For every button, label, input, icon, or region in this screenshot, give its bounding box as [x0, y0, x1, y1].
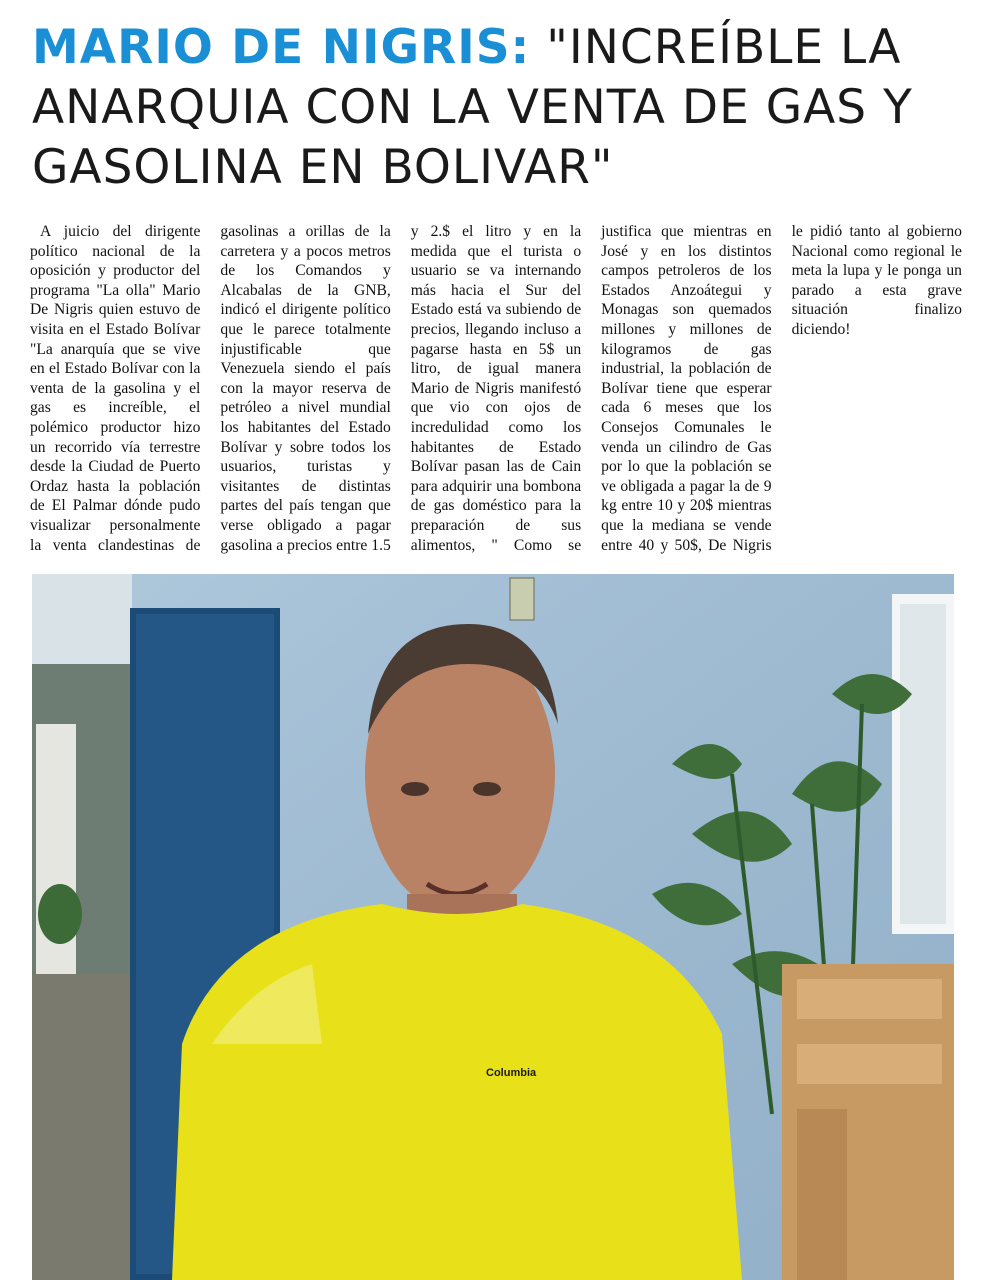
photo-illustration	[32, 574, 954, 1280]
headline	[32, 18, 962, 198]
shirt-logo: Columbia	[486, 1067, 537, 1079]
chair-slat-mid	[797, 1044, 942, 1084]
yellow-shirt	[172, 904, 742, 1280]
article-photo	[32, 574, 954, 1280]
man-eye-right	[473, 782, 501, 796]
sky	[32, 574, 132, 664]
chair-slat-top	[797, 979, 942, 1019]
article-body	[30, 222, 962, 568]
ground	[32, 974, 132, 1280]
man-eye-left	[401, 782, 429, 796]
chair-leg	[797, 1109, 847, 1280]
left-leaf	[38, 884, 82, 944]
light-switch	[510, 578, 534, 620]
headline-quote: "INCREÍBLE LA ANARQUIA CON LA VENTA DE GAS Y GASOLINA EN BOLIVAR"	[32, 20, 913, 195]
window-glass	[900, 604, 946, 924]
article-paragraph: A juicio del dirigente político nacional de la oposición y productor del programa "La olla" Mario De Nigris quien estuvo de visita en el Estado Bolívar "La anarquía que se vive en el Estado Bolívar con la venta de la gasolina y el gas es increíble, el polémico productor hizo un recorrido vía terrestre desde la Ciudad de Puerto Ordaz hasta la población de El Palmar dónde pudo visualizar personalmente la venta clandestinas de gasolinas a orillas de la carretera y a pocos metros de los Comandos y Alcabalas de la GNB, indicó el dirigente político que le parece totalmente injustificable que Venezuela siendo el país con la mayor reserva de petróleo a nivel mundial los habitantes del Estado Bolívar y sobre todos los usuarios, turistas y visitantes de distintas partes del país tengan que verse obligado a pagar gasolina a precios entre 1.5 y 2.$ el litro y en la medida que el turista o usuario se va internando más hacia el Sur del Estado está va subiendo de precios, llegando incluso a pagarse hasta en 5$ un litro, de igual manera Mario de Nigris manifestó que vio con ojos de incredulidad como los habitantes de Estado Bolívar pasan las de Cain para adquirir una bombona de gas doméstico para la preparación de sus alimentos, " Como se justifica que mientras en José y en los distintos campos petroleros de los Estados Anzoátegui y Monagas son quemados millones y millones de kilogramos de gas industrial, la población de Bolívar tiene que esperar cada 6 meses que los Consejos Comunales le venda un cilindro de Gas por lo que la población se ve obligada a pagar la de 9 kg entre 10 y 20$ mientras que la mediana se vende entre 40 y 50$, De Nigris le pidió tanto al gobierno Nacional como regional le meta la lupa y le ponga un parado a esta grave situación finalizo diciendo!	[30, 223, 962, 554]
headline-name: MARIO DE NIGRIS:	[32, 20, 531, 75]
